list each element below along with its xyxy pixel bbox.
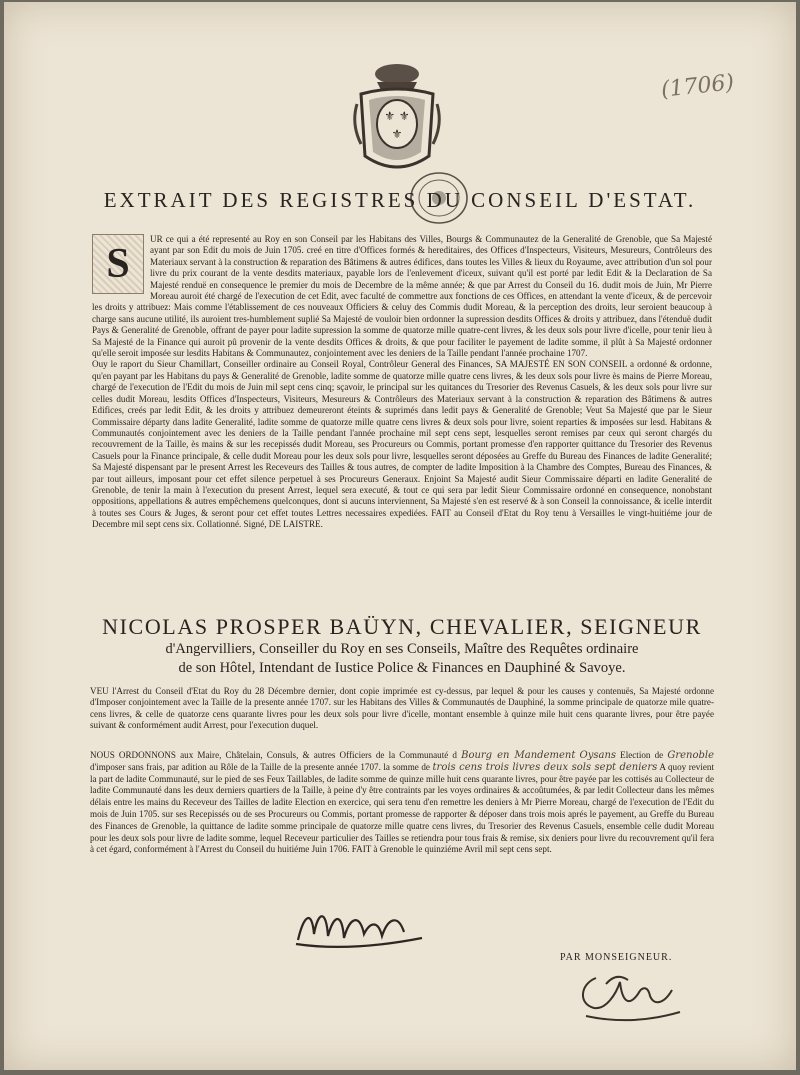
ordonnance-mid-2: d'imposer sans frais, par adition au Rôle de la Taille de la presente année 1707. la somme de [90,761,433,772]
svg-text:⚜ ⚜: ⚜ ⚜ [384,109,410,123]
veu-paragraph: VEU l'Arrest du Conseil d'Etat du Roy du 28 Décembre dernier, dont copie imprimée est cy-dessus, par lequel & pour les causes y contenuës, Sa Majesté ordonne d'Imposer conjointement avec la Taille de la presente année 1707. sur les Habitans des Villes & Communautés de Dauphiné, la somme principale de quatorze mile quatre-cens livres, & celle de quatorze cens quarante livres pour les deux sols pour livre d'icelle, montant ensemble à quinze mile huit cens quarante livres, pour être payée suivant & conformément audit Arrest, pour l'execution duquel. [90,686,714,731]
par-monseigneur: PAR MONSEIGNEUR. [560,952,673,963]
handwritten-somme: trois cens trois livres deux sols sept deniers [432,761,658,773]
ordonnance-mid-1: Election de [620,750,668,760]
arret-paragraph-2: Ouy le raport du Sieur Chamillart, Conseiller ordinaire au Conseil Royal, Contrôleur General des Finances, SA MAJESTÉ EN SON CONSEIL a ordonné & ordonne, qu'en payant par les Habitans du pays & Generalité de Grenoble, ladite somme de quatorze mille quatre cens livres, & les deux sols pour livre ès mains de Pierre Moreau, chargé de l'execution de l'Edit du mois de Juin mil sept cens cinq; sçavoir, le principal sur les quitances du Tresorier des Revenus Casuels, & les deux sols pour livre sur celles dudit Moreau, lesdits Offices d'Inspecteurs, Visiteurs, Mesureurs & Contrôleurs des Materiaux servant à la construction & reparation des Bâtimens & autres Edifices, creés par ledit Edit, & les droits y attribuez demeureront éteints & suprimés dans ledit pays & Generalité de Grenoble; Veut Sa Majesté que par le Sieur Commissaire départy dans ladite Generalité, ladite somme de quatorze mille quatre cens livres & deux sols pour livre, soient reparties & imposées sur lesd. Habitans & Communautés conjointement avec les deniers de la Taille pendant l'année prochaine mil sept cens sept, lesquelles seront remises par ceux qui seront chargés du recouvrement de la Taille, ès mains & sur les recepissés dudit Moreau, ses Procureurs ou Commis, portant promesse d'en rapporter quittance du Tresorier des Revenus Casuels pour la Finance principale, & celle dudit Moreau pour les deux sols pour livre, lesquelles seront déposées au Greffe du Bureau des Finances de ladite Generalité; Sa Majesté dispensant par le present Arrest les Receveurs des Tailles & tous autres, de compter de ladite Imposition à la Chambre des Comptes, Bureau des Finances, & par tout ailleurs, imposant pour cet effet silence perpetuel à ses Procureurs Generaux. Enjoint Sa Majesté audit Sieur Commissaire départi en ladite Generalité de Grenoble, de tenir la main à l'execution du present Arrest, lequel sera executé, & tout ce qui sera par ledit Sieur Commissaire ordonné en consequence, nonobstant oppositions, appellations & autres empêchemens quelconques, dont si aucuns interviennent, Sa Majesté s'en est reservé & à son Conseil la connoissance, & icelle interdit à toutes ses Cours & Juges, & seront pour cet effet toutes Lettres necessaires expediées. FAIT au Conseil d'Etat du Roy tenu à Versailles le vingt-huitiéme jour de Decembre mil sept cens six. Collationné. Signé, DE LAISTRE. [92,359,712,530]
handwritten-communaute: Bourg en Mandement [461,750,576,761]
royal-arms-icon [349,60,445,178]
ordonnance-rest: A quoy revient la part de ladite Communauté, sur le pied de ses Feux Taillables, de ladite somme de quinze mille huit cens quarante livres, pour être payée par les cottisés au Collecteur de ladite Communauté dans les deux derniers quartiers de la Taille, à peine d'y être contraints par les voyes ordinaires & accoûtumées, & par ledit Collecteur dans les mêmes délais entre les mains du Receveur des Tailles de ladite Election en exercice, qui sera tenu d'en remettre les deniers à Mr Pierre Moreau, chargé de l'execution de l'Edit du mois de Juin 1705. sur ses Recepissés ou de ses Procureurs ou Commis, portant promesse de rapporter & déposer dans trois mois aprés le payement, au Greffe du Bureau des Finances de Grenoble, la quittance de ladite somme principale de quatorze mille quatre cens livres, du Tresorier des Revenus Casuels, ensemble celle dudit Moreau pour les deux sols pour livre de ladite somme, lequel Receveur particulier des Tailles se retiendra pour tous frais & remise, six deniers pour livre du recouvrement qu'il fera à cet égard, conformément à l'Arrest du Conseil du huitiéme Juin 1706. FAIT à Grenoble le quinziéme Avril mil sept cens sept. [90,761,714,855]
arret-paragraph-1: UR ce qui a été representé au Roy en son Conseil par les Habitans des Villes, Bourgs & Communautez de la Generalité de Grenoble, que Sa Majesté ayant par son Edit du mois de Juin 1705. creé en titre d'Offices formés & hereditaires, des Offices d'Inspecteurs, Visiteurs, Mesureurs, Contrôleurs des Materiaux servant à la construction & reparation des Bâtimens & autres édifices, dans toutes les Villes & lieux du Royaume, avec attribution d'un sol pour livre du prix courant de la vente desdits materiaux, payable lors de l'enlevement d'iceux, suivant qu'il est porté par ledit Edit & la Declaration de Sa Majesté renduë en consequence le premier du mois de Decembre de la même année; & que par Arrest du Conseil du 16. dudit mois de Juin, Mr Pierre Moreau auroit été chargé de l'execution de cet Edit, avec faculté de commettre aux fonctions de ces Offices, en attendant la vente d'iceux, & de percevoir les droits y attribuez: Mais comme l'établissement de ces nouveaux Officiers & celuy des Commis dudit Moreau, & la perception des droits, leur seroient beaucoup à charge sans aucune utilité, ils auroient tres-humblement suplié Sa Majesté de vouloir bien ordonner la supression desdits Offices & droits y attribuez, dans l'étenduë dudit Pays & Generalité de Grenoble, offrant de payer pour ladite supression la somme de quatorze mille quatre-cent livres, & les deux sols pour livre d'icelle, pour tenir lieu à Sa Majesté de la Finance qui auroit pû provenir de la vente desdits Offices & droits, & que pour faciliter le payement de ladite somme, il plût à Sa Majesté ordonner qu'elle seroit imposée sur lesdits Habitans & Communautez, conjointement avec les deniers de la Taille pendant l'année prochaine 1707. [92,234,712,359]
secretary-signature-icon [576,964,686,1026]
intendant-name: NICOLAS PROSPER BAÜYN, CHEVALIER, SEIGNEUR [102,614,702,639]
svg-text:⚜: ⚜ [391,127,403,141]
intendant-signature-icon [290,894,430,954]
handwritten-election: Grenoble [667,750,714,761]
margin-annotation: (1706) [659,70,736,103]
drop-cap: S [92,234,144,294]
intendant-title-line-2: de son Hôtel, Intendant de Iustice Police & Finances en Dauphiné & Savoye. [178,660,626,676]
handwritten-lieu: Oysans [579,750,617,761]
arret-text [92,234,712,531]
intendant-title-line-1: d'Angervilliers, Conseiller du Roy en ses Conseils, Maître des Requêtes ordinaire [165,641,639,657]
intendant-header [90,614,714,678]
page-title: EXTRAIT DES REGISTRES DU CONSEIL D'ESTAT. [103,188,697,212]
ordonnance-paragraph [90,750,714,856]
ordonnance-lead: NOUS ORDONNONS aux Maire, Châtelain, Consuls, & autres Officiers de la Communauté d [90,750,457,760]
document-sheet [4,2,796,1070]
